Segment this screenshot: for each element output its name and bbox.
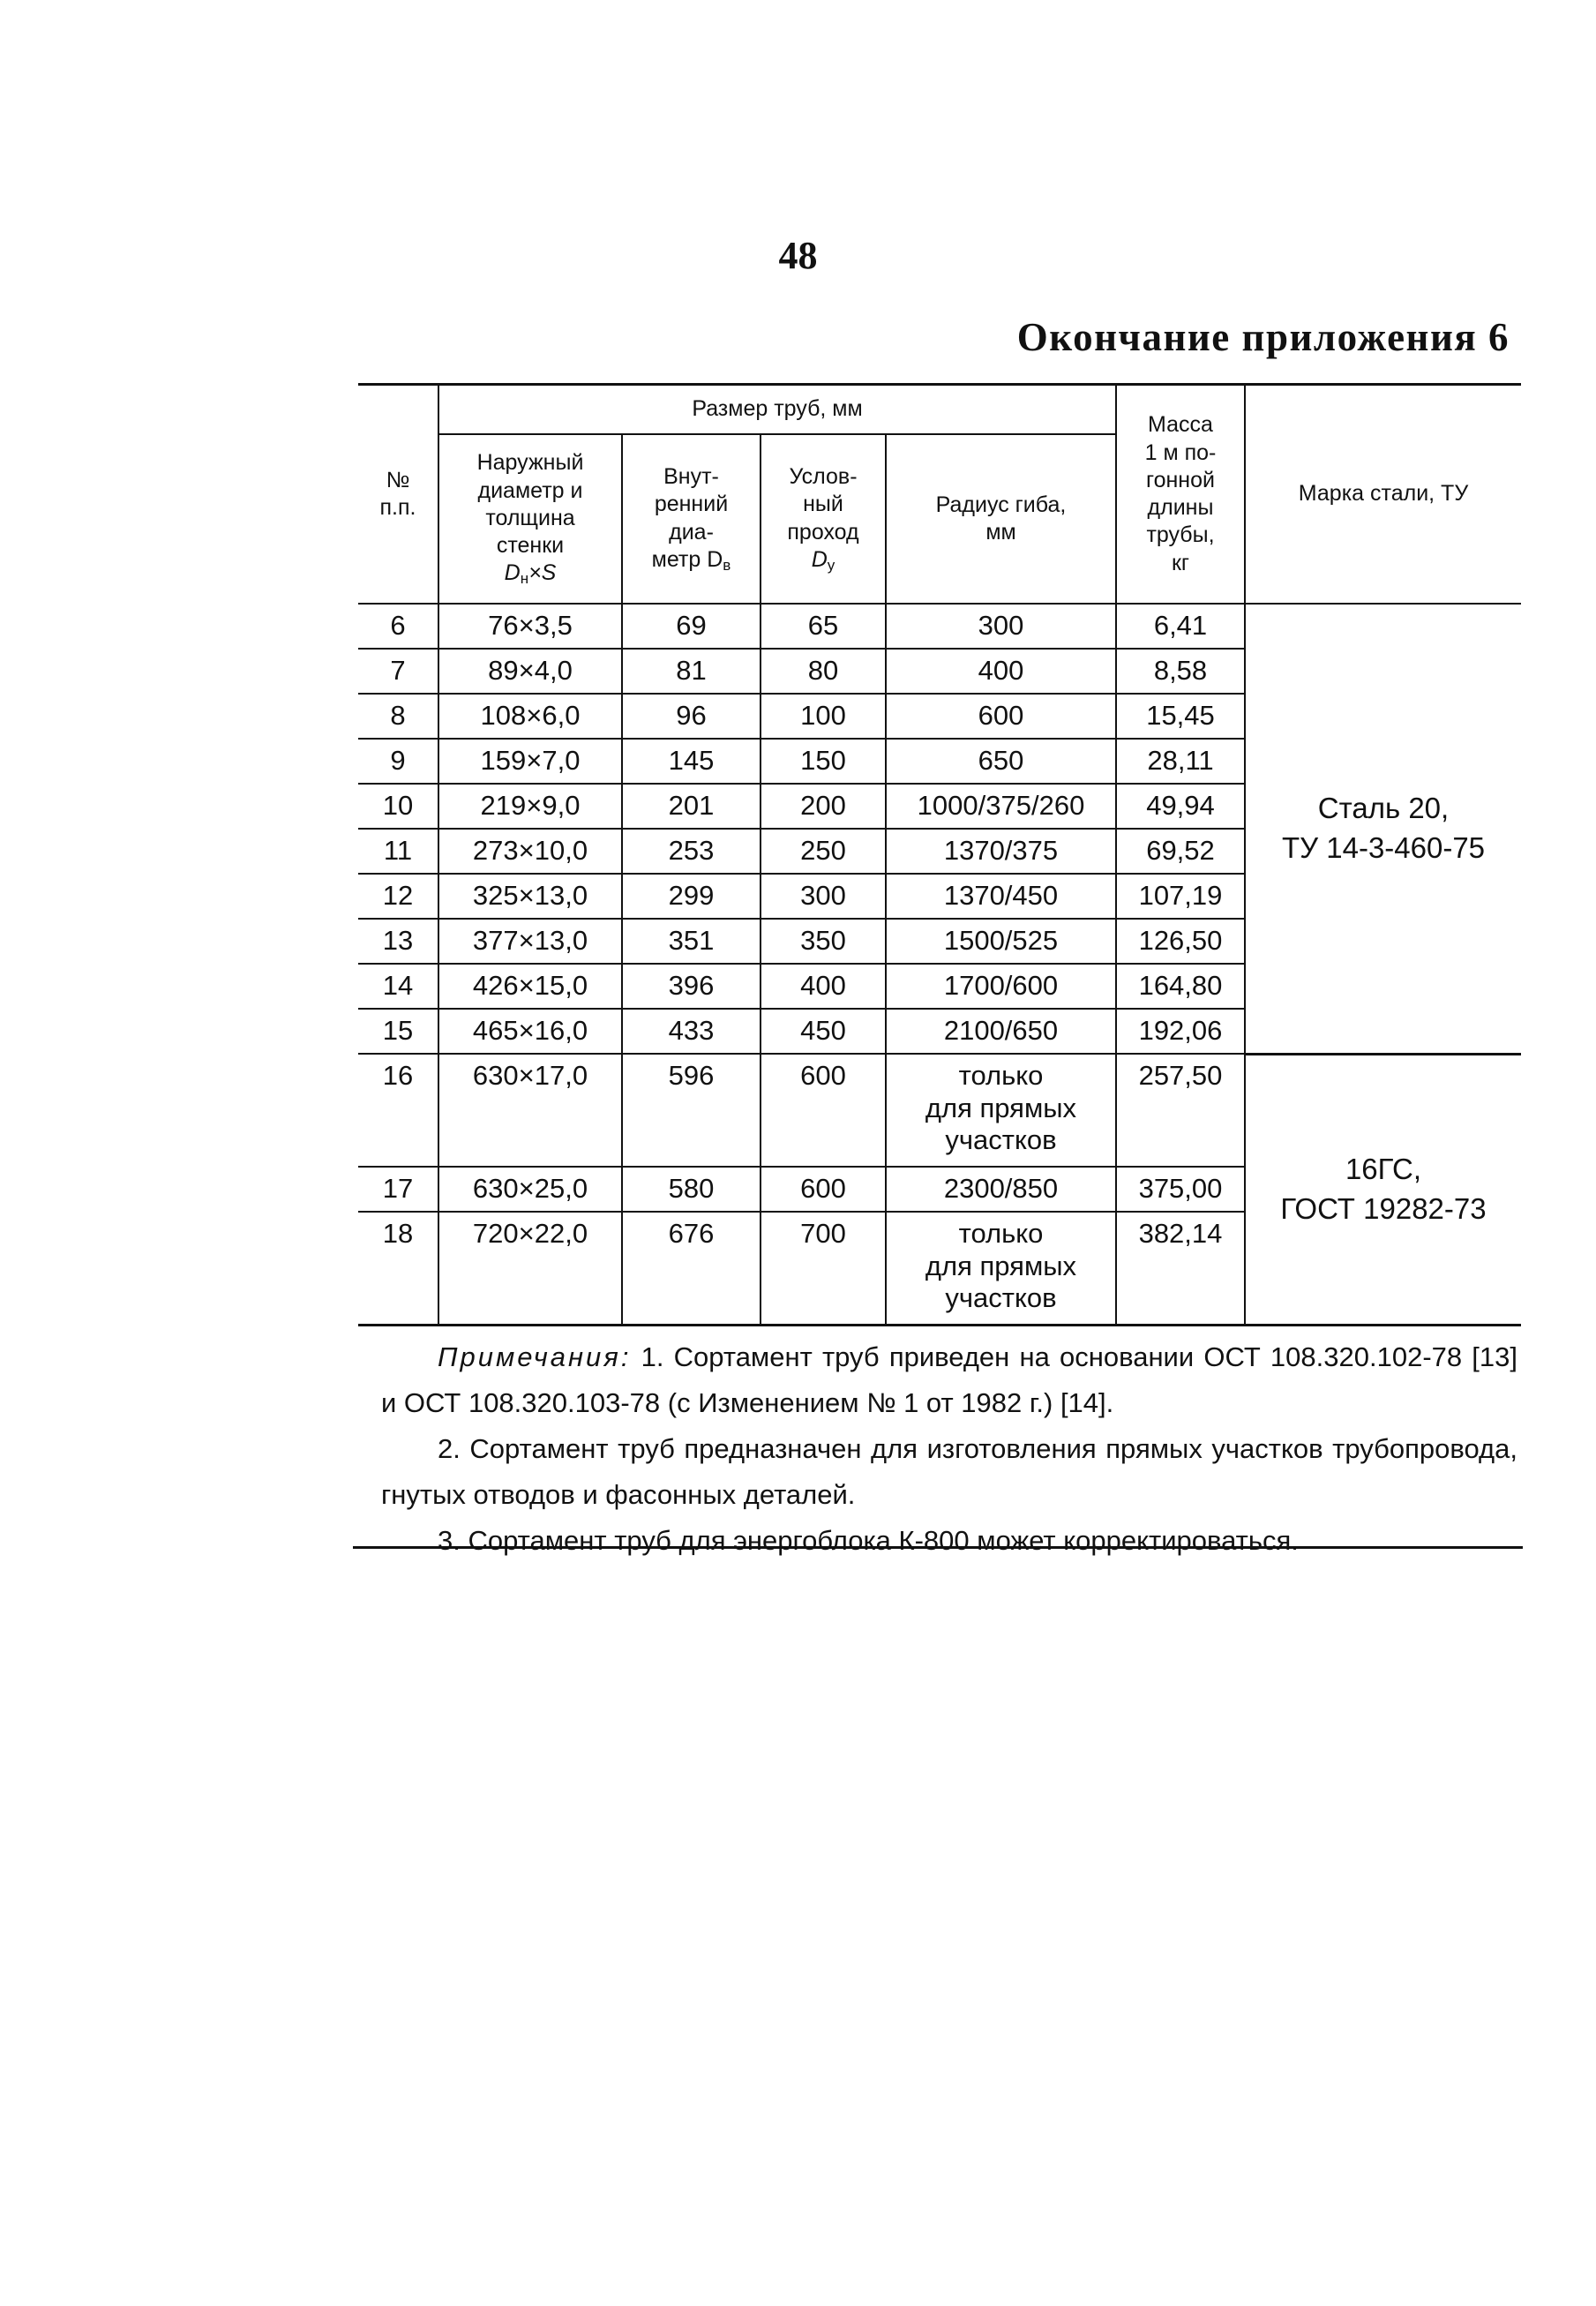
- bend-radius-line: участков: [945, 1282, 1057, 1314]
- row-number: 14: [358, 964, 438, 1009]
- steel-spec: ТУ 14-3-460-75: [1281, 830, 1486, 864]
- header-nominal-line: проход: [787, 519, 859, 545]
- bend-radius: [886, 1212, 1116, 1326]
- nominal-bore: 350: [761, 919, 886, 964]
- nominal-bore: 700: [761, 1212, 886, 1326]
- inner-diameter: 69: [622, 604, 761, 649]
- inner-diameter: 201: [622, 784, 761, 829]
- nominal-bore: 600: [761, 1167, 886, 1212]
- bend-radius: 600: [886, 694, 1116, 739]
- row-number: 9: [358, 739, 438, 784]
- table-row: [358, 604, 1521, 649]
- bend-radius: 2300/850: [886, 1167, 1116, 1212]
- header-steel: Марка стали, ТУ: [1245, 385, 1521, 605]
- inner-diameter: 676: [622, 1212, 761, 1326]
- appendix-heading: Окончание приложения 6: [1016, 315, 1510, 359]
- header-outer-line: диаметр и: [477, 477, 583, 503]
- header-inner-line: Внут-: [663, 464, 719, 489]
- header-inner-line: диа-: [669, 519, 714, 545]
- steel-grade-group-2: [1245, 1054, 1521, 1326]
- bend-radius: 2100/650: [886, 1009, 1116, 1054]
- outer-size: 219×9,0: [438, 784, 622, 829]
- inner-diameter: 396: [622, 964, 761, 1009]
- notes-label: Примечания:: [438, 1341, 632, 1372]
- header-nominal-line: ный: [803, 492, 843, 517]
- header-nominal: [761, 434, 886, 604]
- header-outer-line: толщина: [485, 505, 575, 530]
- row-number: 13: [358, 919, 438, 964]
- header-inner-subscript: в: [723, 556, 731, 574]
- nominal-bore: 65: [761, 604, 886, 649]
- header-outer-line: Наружный: [476, 450, 584, 476]
- header-row-top: [358, 385, 1521, 435]
- header-mass-line: трубы,: [1146, 522, 1215, 548]
- inner-diameter: 145: [622, 739, 761, 784]
- note-2: 2. Сортамент труб предназначен для изготовления прямых участков трубопровода, гнутых отводов и фасонных деталей.: [381, 1433, 1517, 1510]
- header-outer-line: стенки: [496, 533, 565, 559]
- steel-grade: 16ГС,: [1345, 1153, 1422, 1186]
- bend-radius-line: участков: [945, 1124, 1057, 1156]
- page-number: 48: [778, 234, 818, 277]
- outer-size: 89×4,0: [438, 649, 622, 694]
- mass-per-meter: 126,50: [1116, 919, 1245, 964]
- bend-radius-line: для прямых: [925, 1250, 1077, 1281]
- mass-per-meter: 107,19: [1116, 874, 1245, 919]
- header-mass-line: Масса: [1148, 412, 1213, 438]
- outer-size: 159×7,0: [438, 739, 622, 784]
- note-1-text: 1. Сортамент труб приведен на основании ОСТ 108.320.102-78 [13] и ОСТ 108.320.103-78 (с Изменением № 1 от 1982 г.) [14].: [381, 1341, 1517, 1418]
- nominal-bore: 100: [761, 694, 886, 739]
- inner-diameter: 351: [622, 919, 761, 964]
- bend-radius: 1500/525: [886, 919, 1116, 964]
- bend-radius: 300: [886, 604, 1116, 649]
- bend-radius: 1370/450: [886, 874, 1116, 919]
- inner-diameter: 433: [622, 1009, 761, 1054]
- header-num: [358, 385, 438, 605]
- header-outer: [438, 434, 622, 604]
- header-mass-line: длины: [1147, 495, 1214, 520]
- row-number: 16: [358, 1054, 438, 1167]
- outer-size: 630×25,0: [438, 1167, 622, 1212]
- inner-diameter: 299: [622, 874, 761, 919]
- bend-radius: [886, 1054, 1116, 1167]
- nominal-bore: 400: [761, 964, 886, 1009]
- inner-diameter: 96: [622, 694, 761, 739]
- bend-radius: 400: [886, 649, 1116, 694]
- inner-diameter: 580: [622, 1167, 761, 1212]
- outer-size: 273×10,0: [438, 829, 622, 874]
- mass-per-meter: 192,06: [1116, 1009, 1245, 1054]
- mass-per-meter: 28,11: [1116, 739, 1245, 784]
- nominal-bore: 600: [761, 1054, 886, 1167]
- header-mass-line: кг: [1171, 550, 1190, 575]
- mass-per-meter: 382,14: [1116, 1212, 1245, 1326]
- mass-per-meter: 8,58: [1116, 649, 1245, 694]
- notes: [381, 1334, 1517, 1564]
- row-number: 11: [358, 829, 438, 874]
- header-size-group: Размер труб, мм: [438, 385, 1116, 435]
- header-inner: [622, 434, 761, 604]
- row-number: 12: [358, 874, 438, 919]
- mass-per-meter: 69,52: [1116, 829, 1245, 874]
- outer-size: 426×15,0: [438, 964, 622, 1009]
- mass-per-meter: 6,41: [1116, 604, 1245, 649]
- outer-size: 630×17,0: [438, 1054, 622, 1167]
- header-mass-line: 1 м по-: [1144, 439, 1217, 465]
- header-inner-line: ренний: [654, 492, 729, 517]
- row-number: 17: [358, 1167, 438, 1212]
- bottom-rule: [353, 1546, 1523, 1549]
- bend-radius: 1000/375/260: [886, 784, 1116, 829]
- mass-per-meter: 164,80: [1116, 964, 1245, 1009]
- inner-diameter: 253: [622, 829, 761, 874]
- outer-size: 377×13,0: [438, 919, 622, 964]
- outer-size: 325×13,0: [438, 874, 622, 919]
- bend-radius: 650: [886, 739, 1116, 784]
- nominal-bore: 250: [761, 829, 886, 874]
- inner-diameter: 596: [622, 1054, 761, 1167]
- steel-spec: ГОСТ 19282-73: [1280, 1191, 1487, 1225]
- row-number: 10: [358, 784, 438, 829]
- row-number: 18: [358, 1212, 438, 1326]
- nominal-bore: 200: [761, 784, 886, 829]
- header-mass-line: гонной: [1146, 467, 1215, 492]
- outer-size: 76×3,5: [438, 604, 622, 649]
- outer-size: 720×22,0: [438, 1212, 622, 1326]
- header-nominal-subscript: у: [827, 556, 835, 574]
- row-number: 6: [358, 604, 438, 649]
- pipe-assortment-table: [358, 383, 1521, 1326]
- inner-diameter: 81: [622, 649, 761, 694]
- header-radius: [886, 434, 1116, 604]
- header-radius-line: мм: [985, 520, 1016, 545]
- header-outer-formula: [504, 560, 557, 588]
- nominal-bore: 80: [761, 649, 886, 694]
- row-number: 8: [358, 694, 438, 739]
- nominal-bore: 150: [761, 739, 886, 784]
- mass-per-meter: 49,94: [1116, 784, 1245, 829]
- mass-per-meter: 257,50: [1116, 1054, 1245, 1167]
- header-outer-symbol: D: [504, 560, 521, 586]
- row-number: 15: [358, 1009, 438, 1054]
- header-num-line: п.п.: [379, 495, 416, 520]
- bend-radius: 1700/600: [886, 964, 1116, 1009]
- nominal-bore: 300: [761, 874, 886, 919]
- header-inner-line: метр D: [651, 546, 723, 572]
- note-1: [381, 1334, 1517, 1426]
- nominal-bore: 450: [761, 1009, 886, 1054]
- header-mass: [1116, 385, 1245, 605]
- header-radius-line: Радиус гиба,: [935, 492, 1067, 517]
- bend-radius-line: для прямых: [925, 1092, 1077, 1123]
- steel-grade: Сталь 20,: [1317, 792, 1450, 825]
- mass-per-meter: 15,45: [1116, 694, 1245, 739]
- header-outer-symbol-tail: ×S: [528, 560, 557, 586]
- bend-radius-line: только: [958, 1218, 1044, 1249]
- mass-per-meter: 375,00: [1116, 1167, 1245, 1212]
- header-nominal-line: Услов-: [789, 464, 858, 489]
- table-row: [358, 1054, 1521, 1167]
- note-3: 3. Сортамент труб для энергоблока К-800 может корректироваться.: [438, 1525, 1299, 1556]
- header-outer-subscript: н: [520, 570, 529, 588]
- header-nominal-symbol: D: [811, 546, 828, 572]
- bend-radius: 1370/375: [886, 829, 1116, 874]
- outer-size: 108×6,0: [438, 694, 622, 739]
- header-num-line: №: [386, 467, 410, 492]
- steel-grade-group-1: [1245, 604, 1521, 1054]
- bend-radius-line: только: [958, 1060, 1044, 1091]
- row-number: 7: [358, 649, 438, 694]
- outer-size: 465×16,0: [438, 1009, 622, 1054]
